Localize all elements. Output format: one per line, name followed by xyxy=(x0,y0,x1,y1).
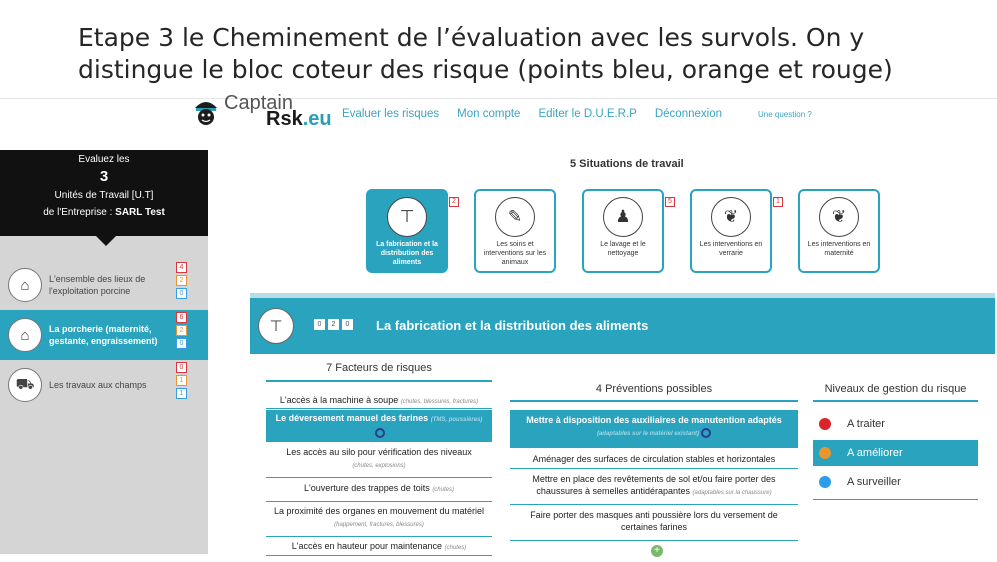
levels-bottom-rule xyxy=(813,499,978,500)
banner-title: La fabrication et la distribution des aliments xyxy=(376,318,649,333)
company-name: SARL Test xyxy=(115,207,165,218)
unit-badges xyxy=(176,362,187,399)
main-nav xyxy=(342,108,722,120)
situation-badge: 1 xyxy=(773,197,783,207)
cursor-target-icon xyxy=(375,428,385,438)
badge-blue: 0 xyxy=(176,338,187,349)
factor-row[interactable]: Les accès au silo pour vérification des niveaux (chutes, explosions) xyxy=(266,444,492,478)
levels-rule xyxy=(813,400,978,402)
badge-red: 0 xyxy=(176,362,187,373)
badge-orange: 2 xyxy=(328,319,339,330)
slide-title: Etape 3 le Cheminement de l’évaluation avec les survols. On y distingue le bloc coteur des risque (points bleu, orange et rouge) xyxy=(78,23,893,84)
situation-card-soins[interactable] xyxy=(474,189,556,273)
situation-card-verrarie[interactable] xyxy=(690,189,772,273)
factor-row[interactable]: L'ouverture des trappes de toits (chutes) xyxy=(266,480,492,502)
badge-orange: 2 xyxy=(176,325,187,336)
banner-badges xyxy=(314,319,353,330)
badge-orange: 2 xyxy=(176,275,187,286)
levels-title: Niveaux de gestion du risque xyxy=(824,383,967,395)
situation-banner xyxy=(250,298,995,354)
pig-building-icon: ⌂ xyxy=(8,318,42,352)
factor-row[interactable]: L'accès à la machine à soupe (chutes, blessures, fractures) xyxy=(266,392,492,409)
situation-card-lavage[interactable] xyxy=(582,189,664,273)
sidebar-line1: Evaluez les xyxy=(78,154,130,165)
nav-editer-duerp[interactable]: Editer le D.U.E.R.P xyxy=(538,108,637,120)
badge-blue: 1 xyxy=(176,388,187,399)
badge-red: 4 xyxy=(176,262,187,273)
sidebar-line4: de l'Entreprise : SARL Test xyxy=(43,207,165,218)
unit-label: Les travaux aux champs xyxy=(49,380,147,390)
badge-red: 6 xyxy=(176,312,187,323)
factors-title: 7 Facteurs de risques xyxy=(326,362,432,374)
brand-risk: Rsk.eu xyxy=(266,108,332,130)
captain-helmet-icon xyxy=(192,96,220,126)
syringe-icon: ✎ xyxy=(495,197,535,237)
feeder-icon: ⊤ xyxy=(258,308,294,344)
situation-badge: 5 xyxy=(665,197,675,207)
tractor-icon: ⛟ xyxy=(8,368,42,402)
factors-rule xyxy=(266,380,492,382)
situations-title: 5 Situations de travail xyxy=(570,158,684,170)
unit-label: L'ensemble des lieux de l'exploitation porcine xyxy=(49,274,146,296)
unit-label: La porcherie (maternité, gestante, engraissement) xyxy=(49,324,158,346)
situation-card-fabrication[interactable] xyxy=(366,189,448,273)
brand-captain: Captain xyxy=(224,92,293,114)
blue-dot-icon xyxy=(819,476,831,488)
level-a-ameliorer[interactable] xyxy=(813,440,978,466)
add-prevention-button[interactable]: + xyxy=(651,545,663,557)
level-label: A surveiller xyxy=(847,476,901,488)
situation-card-maternite[interactable] xyxy=(798,189,880,273)
unit-badges xyxy=(176,262,187,299)
sow-icon: ❦ xyxy=(819,197,859,237)
sidebar-pointer xyxy=(96,236,116,246)
prevention-row-selected[interactable]: Mettre à disposition des auxiliaires de manutention adaptés (adaptables sur le matériel existant) xyxy=(510,410,798,448)
captain-risk-logo[interactable] xyxy=(190,92,340,128)
badge-blue: 0 xyxy=(342,319,353,330)
feeder-icon: ⊤ xyxy=(387,197,427,237)
unit-count: 3 xyxy=(99,168,109,185)
washer-icon: ♟ xyxy=(603,197,643,237)
situation-label: Les soins et interventions sur les animaux xyxy=(483,241,547,266)
nav-deconnexion[interactable]: Déconnexion xyxy=(654,108,722,120)
level-label: A traiter xyxy=(847,418,885,430)
pig-icon: ❦ xyxy=(711,197,751,237)
farm-icon: ⌂ xyxy=(8,268,42,302)
sidebar-line3: Unités de Travail [U.T] xyxy=(54,190,154,201)
preventions-title: 4 Préventions possibles xyxy=(595,383,713,395)
factor-row[interactable]: La proximité des organes en mouvement du matériel (happement, fractures, blessures) xyxy=(266,503,492,537)
level-a-traiter[interactable] xyxy=(813,411,978,437)
badge-red: 0 xyxy=(314,319,325,330)
unit-badges xyxy=(176,312,187,349)
situation-label: Les interventions en maternité xyxy=(807,241,871,257)
prevention-row[interactable]: Faire porter des masques anti poussière lors du versement de certaines farines xyxy=(510,507,798,541)
orange-dot-icon xyxy=(819,447,831,459)
sidebar-summary xyxy=(0,150,208,236)
badge-orange: 1 xyxy=(176,375,187,386)
level-a-surveiller[interactable] xyxy=(813,469,978,495)
preventions-rule xyxy=(510,400,798,402)
situation-badge: 2 xyxy=(449,197,459,207)
prevention-row[interactable]: Aménager des surfaces de circulation stables et horizontales xyxy=(510,451,798,469)
factor-row[interactable]: L'accès en hauteur pour maintenance (chutes) xyxy=(266,538,492,556)
situation-label: Le lavage et le nettoyage xyxy=(600,241,646,257)
situation-label: Les interventions en verrarie xyxy=(699,241,763,257)
factor-row-selected[interactable]: Le déversement manuel des farines (TMS, poussières) xyxy=(266,410,492,442)
red-dot-icon xyxy=(819,418,831,430)
cursor-target-icon xyxy=(701,428,711,438)
badge-blue: 0 xyxy=(176,288,187,299)
nav-evaluer-les-risques[interactable]: Evaluer les risques xyxy=(342,108,440,120)
situation-label: La fabrication et la distribution des aliments xyxy=(376,241,438,266)
prevention-row[interactable]: Mettre en place des revêtements de sol et/ou faire porter des chaussures à semelles antidérapantes (adaptables sur la chaussure) xyxy=(510,471,798,505)
level-label: A améliorer xyxy=(847,447,903,459)
question-link[interactable]: Une question ? xyxy=(758,110,812,119)
nav-mon-compte[interactable]: Mon compte xyxy=(457,108,521,120)
